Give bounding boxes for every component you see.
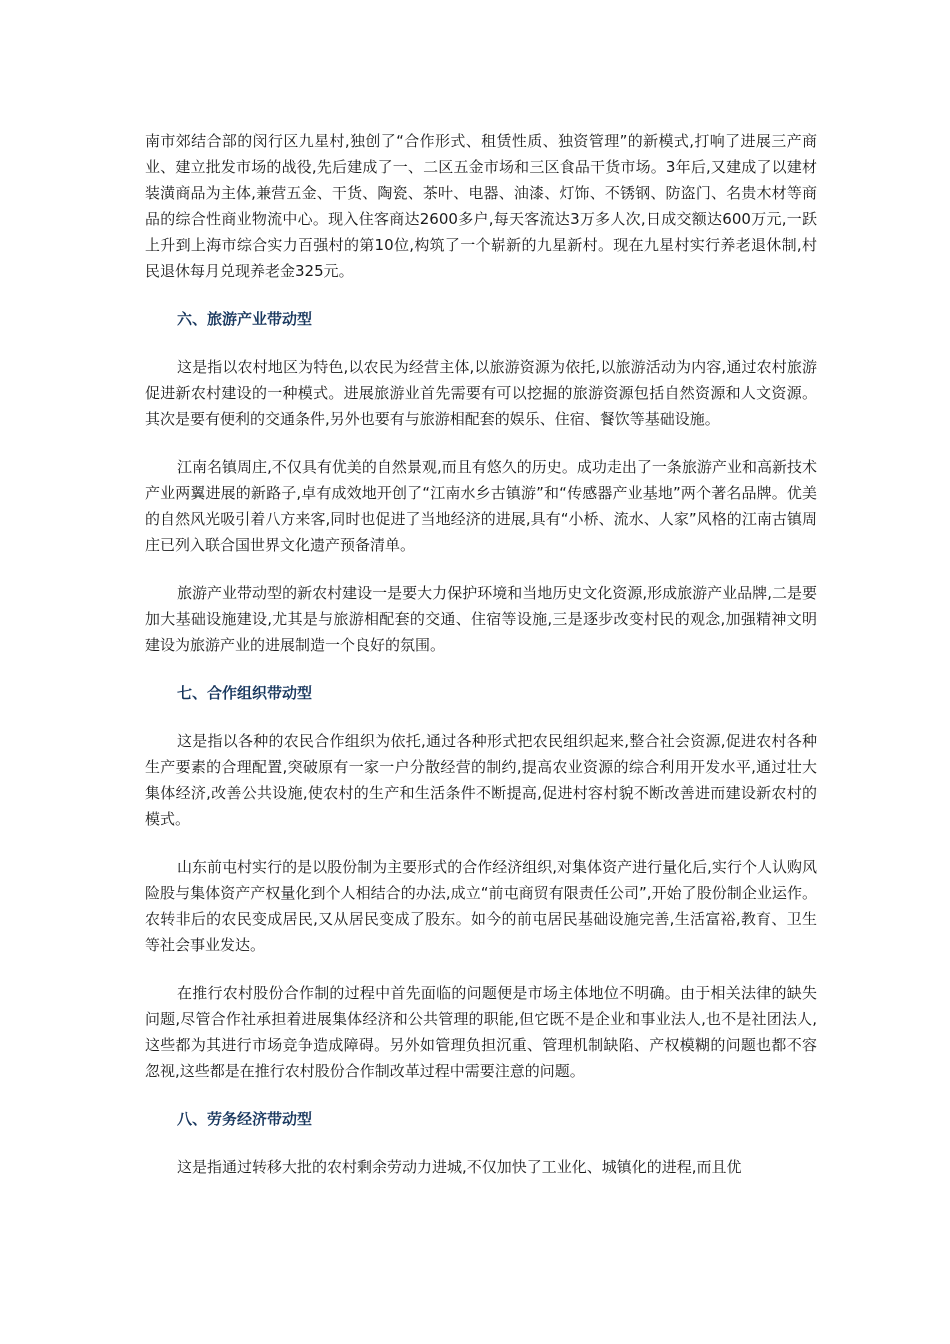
paragraph-jiuxing-village: 南市郊结合部的闵行区九星村,独创了“合作形式、租赁性质、独资管理”的新模式,打响了进展三产商业、建立批发市场的战役,先后建成了一、二区五金市场和三区食品干货市场。3年后,又建成了以建材装潢商品为主体,兼营五金、干货、陶瓷、茶叶、电器、油漆、灯饰、不锈钢、防盗门、名贵木材等商品的综合性商业物流中心。现入住客商达2600多户,每天客流达3万多人次,日成交额达600万元,一跃上升到上海市综合实力百强村的第10位,构筑了一个崭新的九星新村。现在九星村实行养老退休制,村民退休每月兑现养老金325元。 <box>145 132 817 280</box>
paragraph-tourism-measures: 旅游产业带动型的新农村建设一是要大力保护环境和当地历史文化资源,形成旅游产业品牌,二是要加大基础设施建设,尤其是与旅游相配套的交通、住宿等设施,三是逐步改变村民的观念,加强精神文明建设为旅游产业的进展制造一个良好的氛围。 <box>145 584 817 654</box>
paragraph-qiantun-village: 山东前屯村实行的是以股份制为主要形式的合作经济组织,对集体资产进行量化后,实行个人认购风险股与集体资产产权量化到个人相结合的办法,成立“前屯商贸有限责任公司”,开始了股份制企业运作。农转非后的农民变成居民,又从居民变成了股东。如今的前屯居民基础设施完善,生活富裕,教育、卫生等社会事业发达。 <box>145 858 817 954</box>
paragraph-tourism-definition: 这是指以农村地区为特色,以农民为经营主体,以旅游资源为依托,以旅游活动为内容,通过农村旅游促进新农村建设的一种模式。进展旅游业首先需要有可以挖掘的旅游资源包括自然资源和人文资源。其次是要有便利的交通条件,另外也要有与旅游相配套的娱乐、住宿、餐饮等基础设施。 <box>145 358 817 428</box>
paragraph-zhouzhuang: 江南名镇周庄,不仅具有优美的自然景观,而且有悠久的历史。成功走出了一条旅游产业和高新技术产业两翼进展的新路子,卓有成效地开创了“江南水乡古镇游”和“传感器产业基地”两个著名品牌。优美的自然风光吸引着八方来客,同时也促进了当地经济的进展,具有“小桥、流水、人家”风格的江南古镇周庄已列入联合国世界文化遗产预备清单。 <box>145 458 817 554</box>
paragraph-cooperative-definition: 这是指以各种的农民合作组织为依托,通过各种形式把农民组织起来,整合社会资源,促进农村各种生产要素的合理配置,突破原有一家一户分散经营的制约,提高农业资源的综合利用开发水平,通过壮大集体经济,改善公共设施,使农村的生产和生活条件不断提高,促进村容村貌不断改善进而建设新农村的模式。 <box>145 732 817 828</box>
paragraph-labor-definition: 这是指通过转移大批的农村剩余劳动力进城,不仅加快了工业化、城镇化的进程,而且优 <box>177 1158 742 1176</box>
document-page <box>145 128 817 1202</box>
section-heading-cooperative: 七、合作组织带动型 <box>177 684 313 702</box>
section-heading-labor-economy: 八、劳务经济带动型 <box>177 1110 313 1128</box>
section-heading-tourism: 六、旅游产业带动型 <box>177 310 313 328</box>
paragraph-cooperative-problems: 在推行农村股份合作制的过程中首先面临的问题便是市场主体地位不明确。由于相关法律的缺失问题,尽管合作社承担着进展集体经济和公共管理的职能,但它既不是企业和事业法人,也不是社团法人,这些都为其进行市场竞争造成障碍。另外如管理负担沉重、管理机制缺陷、产权模糊的问题也都不容忽视,这些都是在推行农村股份合作制改革过程中需要注意的问题。 <box>145 984 817 1080</box>
